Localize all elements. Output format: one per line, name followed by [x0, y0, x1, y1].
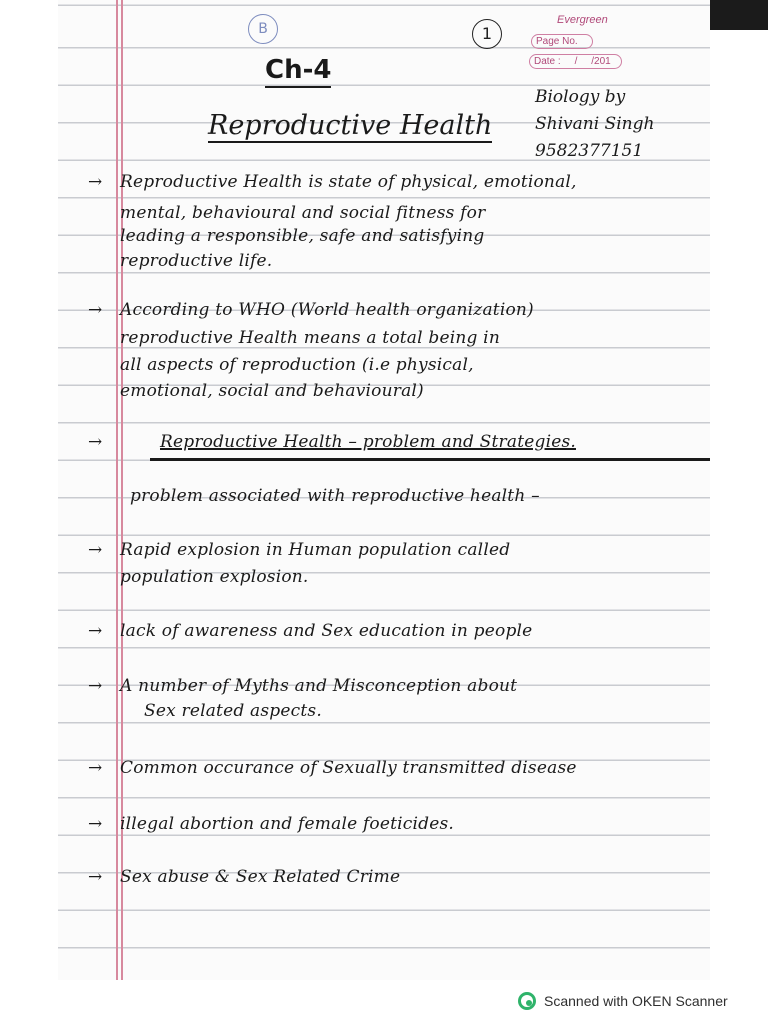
arrow-icon: →: [88, 621, 103, 641]
page-number-circle: [472, 19, 502, 49]
problem-text: lack of awareness and Sex education in people: [120, 621, 533, 641]
problem-text: Rapid explosion in Human population called: [120, 540, 511, 560]
pencil-mark: B: [258, 21, 268, 37]
date-field: Date : / /201: [529, 54, 622, 69]
note-line: [88, 355, 708, 379]
page-no-field: Page No.: [531, 34, 593, 49]
problem-item: [88, 540, 708, 564]
problem-item: [88, 567, 708, 591]
author-subject: Biology by: [535, 87, 626, 107]
problem-item: [88, 867, 708, 891]
section-heading: Reproductive Health – problem and Strategies.: [160, 432, 576, 452]
author-block: [535, 84, 705, 165]
section-heading-line: [88, 432, 708, 456]
heading-underline: [150, 458, 710, 461]
page-title: Reproductive Health: [208, 110, 493, 141]
page-header-stamp: [527, 14, 639, 74]
author-name: Shivani Singh: [535, 114, 655, 134]
note-text: emotional, social and behavioural): [120, 381, 424, 401]
problem-text: Sex related aspects.: [144, 701, 322, 721]
arrow-icon: →: [88, 172, 103, 192]
note-text: reproductive Health means a total being in: [120, 328, 500, 348]
scanner-text: Scanned with OKEN Scanner: [544, 993, 728, 1009]
problem-text: illegal abortion and female foeticides.: [120, 814, 455, 834]
page-number: 1: [481, 24, 493, 43]
problem-item: [88, 701, 708, 725]
author-phone: 9582377151: [535, 141, 644, 161]
note-text: reproductive life.: [120, 251, 273, 271]
note-text: mental, behavioural and social fitness for: [120, 203, 486, 223]
pencil-mark-circle: [248, 14, 278, 44]
note-text: leading a responsible, safe and satisfying: [120, 226, 485, 246]
problem-item: [88, 621, 708, 645]
notebook-brand: Evergreen: [557, 14, 608, 26]
note-line: [88, 300, 708, 324]
scanner-logo-icon: [518, 992, 536, 1010]
note-line: [88, 172, 708, 196]
problem-item: [88, 676, 708, 700]
note-text: Reproductive Health is state of physical, emotional,: [120, 172, 577, 192]
arrow-icon: →: [88, 814, 103, 834]
note-text: According to WHO (World health organization): [120, 300, 534, 320]
problem-text: Sex abuse & Sex Related Crime: [120, 867, 401, 887]
arrow-icon: →: [88, 867, 103, 887]
subheading: problem associated with reproductive health –: [130, 486, 540, 506]
arrow-icon: →: [88, 540, 103, 560]
problem-text: population explosion.: [120, 567, 309, 587]
note-text: all aspects of reproduction (i.e physical,: [120, 355, 474, 375]
subheading-line: [88, 486, 708, 510]
arrow-icon: →: [88, 758, 103, 778]
problem-text: A number of Myths and Misconception about: [120, 676, 518, 696]
note-line: [88, 226, 708, 250]
arrow-icon: →: [88, 300, 103, 320]
note-line: [88, 328, 708, 352]
note-line: [88, 251, 708, 275]
note-line: [88, 203, 708, 227]
problem-item: [88, 814, 708, 838]
arrow-icon: →: [88, 432, 103, 452]
problem-item: [88, 758, 708, 782]
problem-text: Common occurance of Sexually transmitted disease: [120, 758, 577, 778]
chapter-title: Ch-4: [265, 55, 331, 88]
note-line: [88, 381, 708, 405]
arrow-icon: →: [88, 676, 103, 696]
scan-edge-shadow: [710, 0, 768, 30]
